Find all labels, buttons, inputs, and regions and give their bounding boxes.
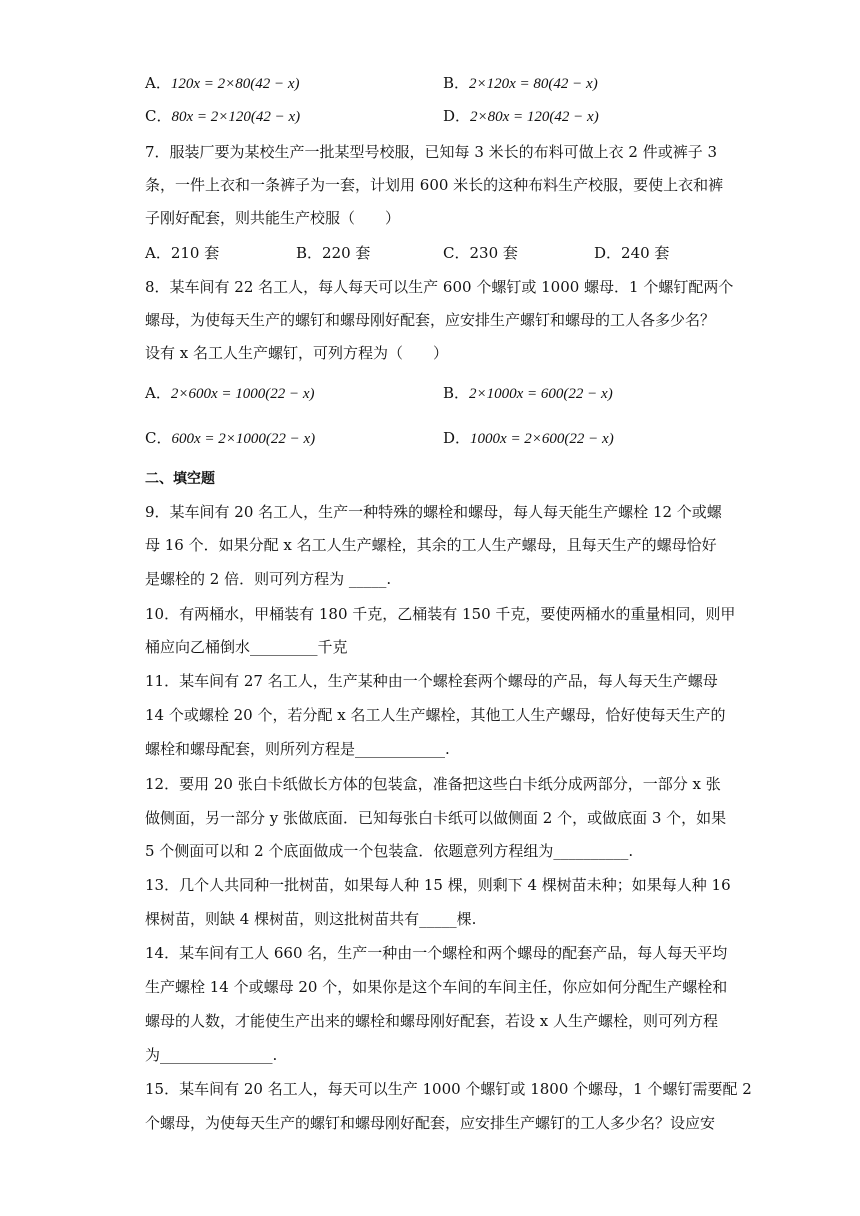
q14-line-3: 螺母的人数，才能使生产出来的螺栓和螺母刚好配套，若设 x 人生产螺栓，则可列方程 (145, 1012, 718, 1030)
q11-line-3: 螺栓和螺母配套，则所列方程是____________. (145, 740, 450, 758)
q7-option-d: D．240 套 (594, 244, 670, 262)
q15-line-1: 15．某车间有 20 名工人，每天可以生产 1000 个螺钉或 1800 个螺母，1 个螺钉需要配 2 (145, 1080, 752, 1098)
q8-option-d-expr: 1000x = 2×600(22 − x) (470, 431, 614, 447)
q11-line-1: 11．某车间有 27 名工人，生产某种由一个螺栓套两个螺母的产品，每人每天生产螺母 (145, 672, 718, 690)
q9-line-3: 是螺栓的 2 倍．则可列方程为 _____. (145, 570, 392, 588)
q8-line-1: 8．某车间有 22 名工人，每人每天可以生产 600 个螺钉或 1000 螺母．1 个螺钉配两个 (145, 278, 734, 296)
q11-line-2: 14 个或螺栓 20 个，若分配 x 名工人生产螺栓，其他工人生产螺母，恰好使每天生产的 (145, 706, 726, 724)
q13-line-2: 棵树苗，则缺 4 棵树苗，则这批树苗共有_____棵. (145, 910, 477, 928)
section-title: 二、填空题 (145, 471, 215, 487)
q8-option-b-expr: 2×1000x = 600(22 − x) (469, 386, 613, 402)
q7-line-3: 子刚好配套，则共能生产校服（ ） (145, 209, 401, 227)
q6-option-b-expr: 2×120x = 80(42 − x) (469, 76, 598, 92)
q6-option-d: D．2×80x = 120(42 − x) (443, 107, 599, 125)
q8-line-3: 设有 x 名工人生产螺钉，可列方程为（ ） (145, 344, 448, 362)
q6-option-b: B．2×120x = 80(42 − x) (443, 74, 598, 92)
q13-line-1: 13．几个人共同种一批树苗，如果每人种 15 棵，则剩下 4 棵树苗未种；如果每人种 16 (145, 876, 731, 894)
q6-option-a: A．120x = 2×80(42 − x) (145, 74, 300, 92)
q9-line-1: 9．某车间有 20 名工人，生产一种特殊的螺栓和螺母，每人每天能生产螺栓 12 个或螺 (145, 503, 722, 521)
q14-line-1: 14．某车间有工人 660 名，生产一种由一个螺栓和两个螺母的配套产品，每人每天平均 (145, 944, 728, 962)
q14-line-2: 生产螺栓 14 个或螺母 20 个，如果你是这个车间的车间主任，你应如何分配生产螺栓和 (145, 978, 728, 996)
q12-line-3: 5 个侧面可以和 2 个底面做成一个包装盒．依题意列方程组为__________. (145, 842, 634, 860)
q6-option-c-expr: 80x = 2×120(42 − x) (171, 109, 301, 125)
q12-line-1: 12．要用 20 张白卡纸做长方体的包装盒，准备把这些白卡纸分成两部分，一部分 x 张 (145, 775, 721, 793)
q9-line-2: 母 16 个．如果分配 x 名工人生产螺栓，其余的工人生产螺母，且每天生产的螺母恰好 (145, 536, 717, 554)
q12-line-2: 做侧面，另一部分 y 张做底面．已知每张白卡纸可以做侧面 2 个，或做底面 3 个，如果 (145, 809, 727, 827)
q8-option-c: C．600x = 2×1000(22 − x) (145, 429, 316, 447)
q8-option-c-expr: 600x = 2×1000(22 − x) (171, 431, 316, 447)
q6-option-a-expr: 120x = 2×80(42 − x) (170, 76, 300, 92)
q6-option-c: C．80x = 2×120(42 − x) (145, 107, 301, 125)
q7-option-a: A．210 套 (145, 244, 220, 262)
q7-option-b: B．220 套 (296, 244, 371, 262)
q8-option-b: B．2×1000x = 600(22 − x) (443, 384, 613, 402)
q7-line-2: 条，一件上衣和一条裤子为一套，计划用 600 米长的这种布料生产校服，要使上衣和裤 (145, 176, 724, 194)
q8-option-a: A．2×600x = 1000(22 − x) (145, 384, 315, 402)
q15-line-2: 个螺母，为使每天生产的螺钉和螺母刚好配套，应安排生产螺钉的工人多少名？设应安 (145, 1114, 716, 1132)
q10-line-2: 桶应向乙桶倒水_________千克 (145, 638, 348, 656)
q14-line-4: 为_______________. (145, 1046, 278, 1064)
q8-option-d: D．1000x = 2×600(22 − x) (443, 429, 614, 447)
q8-line-2: 螺母，为使每天生产的螺钉和螺母刚好配套，应安排生产螺钉和螺母的工人各多少名？ (145, 311, 716, 329)
q6-option-d-expr: 2×80x = 120(42 − x) (470, 109, 599, 125)
q7-option-c: C．230 套 (443, 244, 518, 262)
q7-line-1: 7．服装厂要为某校生产一批某型号校服，已知每 3 米长的布料可做上衣 2 件或裤子 3 (145, 143, 718, 161)
q8-option-a-expr: 2×600x = 1000(22 − x) (170, 386, 315, 402)
q10-line-1: 10．有两桶水，甲桶装有 180 千克，乙桶装有 150 千克，要使两桶水的重量相同，则甲 (145, 605, 736, 623)
